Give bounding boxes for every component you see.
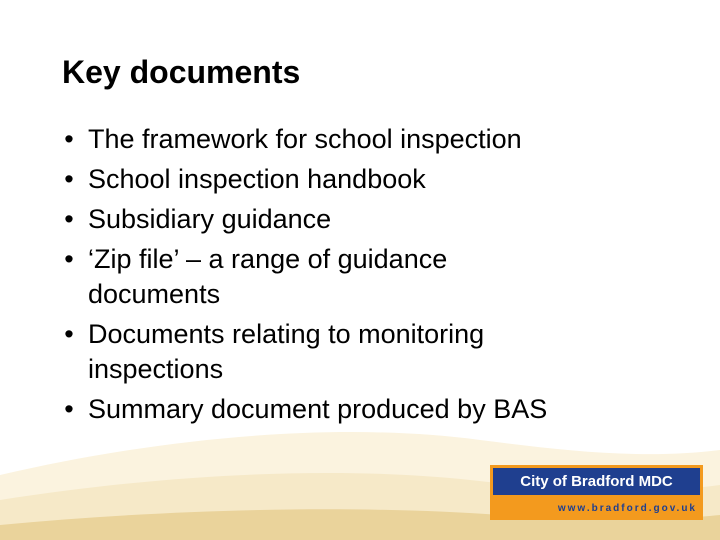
logo-name-band — [490, 465, 703, 498]
bullet-text: ‘Zip file’ – a range of guidance — [88, 244, 448, 274]
bullet-icon: • — [64, 394, 74, 424]
bullet-text: Documents relating to monitoring — [88, 319, 485, 349]
list-item — [62, 126, 662, 153]
bradford-logo — [490, 465, 703, 527]
bullet-icon: • — [64, 204, 74, 234]
list-item — [62, 396, 662, 423]
bullet-text: Summary document produced by BAS — [88, 394, 548, 424]
list-item — [62, 166, 662, 193]
bullet-icon: • — [64, 124, 74, 154]
bullet-text: School inspection handbook — [88, 164, 426, 194]
slide-title: Key documents — [62, 54, 301, 90]
bullet-icon: • — [64, 319, 74, 349]
bullet-text-continuation: documents — [88, 279, 221, 309]
list-item — [62, 321, 662, 383]
logo-name: City of Bradford MDC — [493, 468, 700, 495]
bullet-text: The framework for school inspection — [88, 124, 522, 154]
bullet-icon: • — [64, 244, 74, 274]
bullet-text-continuation: inspections — [88, 354, 224, 384]
bullet-text: Subsidiary guidance — [88, 204, 332, 234]
logo-url-band — [490, 498, 703, 520]
bullet-icon: • — [64, 164, 74, 194]
logo-url: www.bradford.gov.uk — [557, 503, 697, 514]
list-item — [62, 246, 662, 308]
list-item — [62, 206, 662, 233]
bullet-list — [62, 126, 662, 436]
